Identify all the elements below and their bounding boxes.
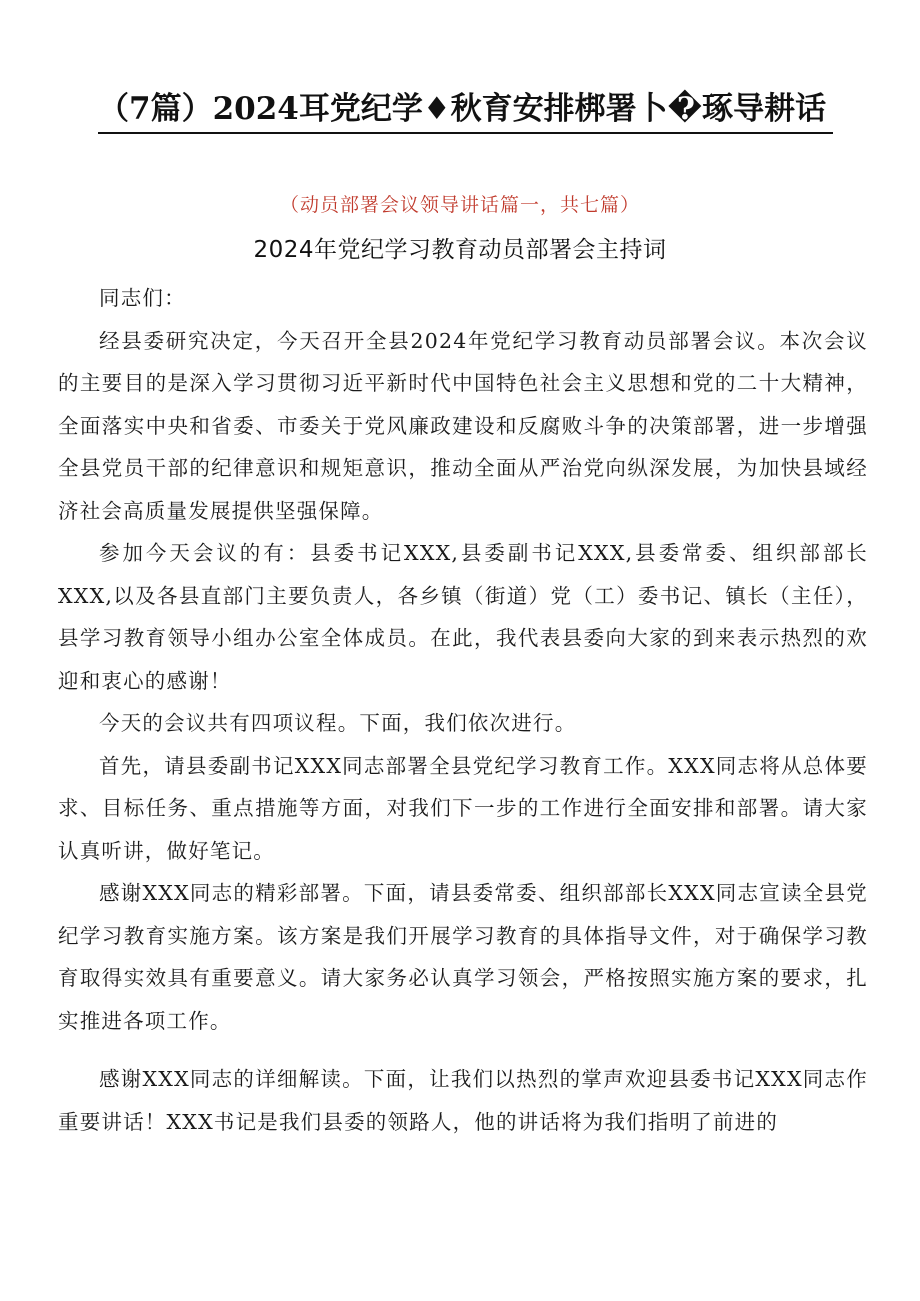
- body-paragraph: 首先，请县委副书记XXX同志部署全县党纪学习教育工作。XXX同志将从总体要求、目标任务、重点措施等方面，对我们下一步的工作进行全面安排和部署。请大家认真听讲，做好笔记。: [58, 753, 868, 863]
- document-subtitle: （动员部署会议领导讲话篇一，共七篇）: [279, 194, 640, 216]
- body-paragraph: 今天的会议共有四项议程。下面，我们依次进行。: [99, 711, 577, 735]
- document-body: [58, 277, 868, 1143]
- greeting-paragraph: 同志们：: [99, 286, 186, 310]
- body-paragraph: 感谢XXX同志的精彩部署。下面，请县委常委、组织部部长XXX同志宣读全县党纪学习教育实施方案。该方案是我们开展学习教育的具体指导文件，对于确保学习教育取得实效具有重要意义。请大家务必认真学习领会，严格按照实施方案的要求，扎实推进各项工作。: [58, 881, 868, 1033]
- body-paragraph: 感谢XXX同志的详细解读。下面，让我们以热烈的掌声欢迎县委书记XXX同志作重要讲话！XXX书记是我们县委的领路人，他的讲话将为我们指明了前进的: [58, 1067, 868, 1134]
- document-heading: 2024年党纪学习教育动员部署会主持词: [253, 237, 667, 263]
- body-paragraph: 经县委研究决定，今天召开全县2024年党纪学习教育动员部署会议。本次会议的主要目的是深入学习贯彻习近平新时代中国特色社会主义思想和党的二十大精神，全面落实中央和省委、市委关于党风廉政建设和反腐败斗争的决策部署，进一步增强全县党员干部的纪律意识和规矩意识，推动全面从严治党向纵深发展，为加快县域经济社会高质量发展提供坚强保障。: [58, 328, 868, 523]
- document-main-title: （7篇）2024耳党纪学♦秋育安排梆署卜�琢导耕话: [98, 88, 833, 134]
- body-paragraph: 参加今天会议的有：县委书记XXX,县委副书记XXX,县委常委、组织部部长XXX,以及各县直部门主要负责人，各乡镇（街道）党（工）委书记、镇长（主任），县学习教育领导小组办公室全体成员。在此，我代表县委向大家的到来表示热烈的欢迎和衷心的感谢！: [58, 541, 868, 693]
